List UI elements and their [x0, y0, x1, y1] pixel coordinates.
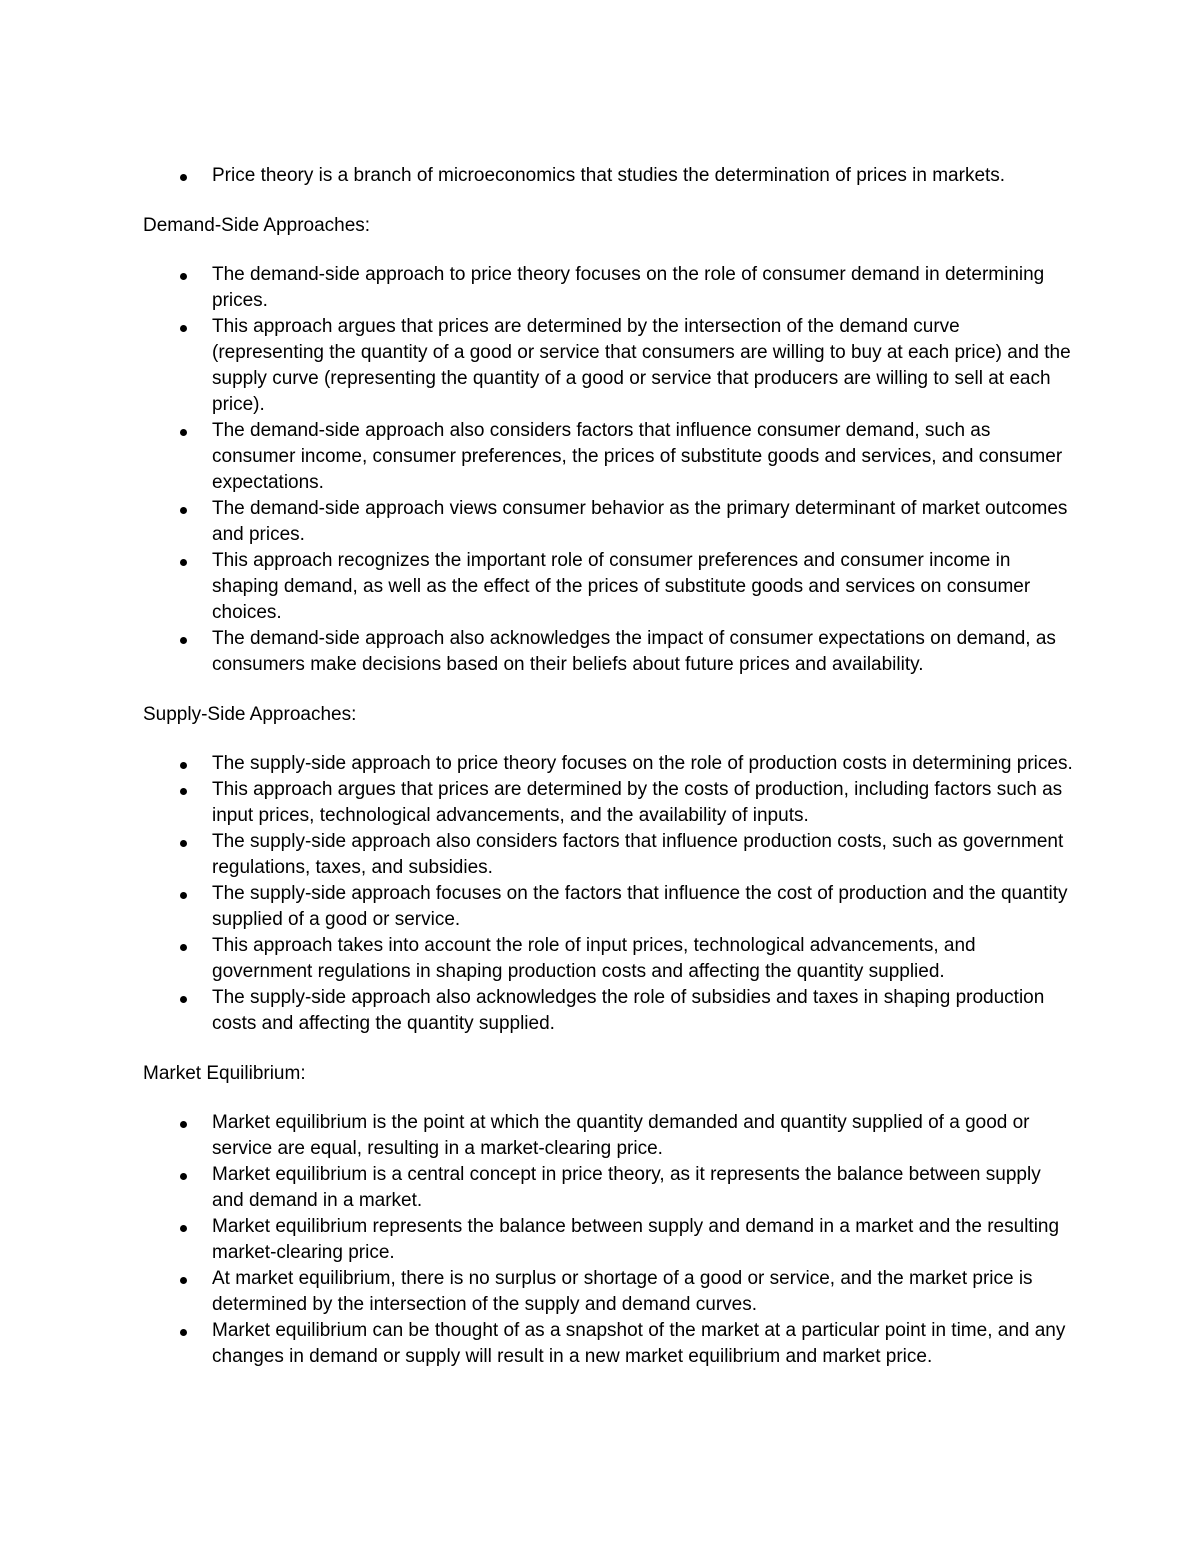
supply-heading: Supply-Side Approaches:: [143, 704, 357, 725]
list-item: [143, 933, 1073, 985]
list-item: [143, 496, 1073, 548]
list-item-text: This approach takes into account the role of input prices, technological advancements, and government regulations in shaping production costs and affecting the quantity supplied.: [212, 935, 976, 982]
list-item: [143, 1110, 1073, 1162]
list-item-text: The demand-side approach also acknowledges the impact of consumer expectations on demand, as consumers make decisions based on their beliefs about future prices and availability.: [212, 628, 1056, 675]
supply-section: [143, 702, 1073, 1037]
list-item: [143, 548, 1073, 626]
list-item-text: Market equilibrium represents the balance between supply and demand in a market and the resulting market-clearing price.: [212, 1216, 1060, 1263]
list-item: [143, 418, 1073, 496]
bullet-icon: [180, 996, 187, 1003]
list-item-text: This approach argues that prices are determined by the costs of production, including factors such as input prices, technological advancements, and the availability of inputs.: [212, 779, 1063, 826]
bullet-icon: [180, 1225, 187, 1232]
bullet-icon: [180, 507, 187, 514]
list-item: [143, 881, 1073, 933]
list-item: [143, 829, 1073, 881]
bullet-icon: [180, 762, 187, 769]
bullet-icon: [180, 892, 187, 899]
bullet-icon: [180, 637, 187, 644]
supply-list: [143, 751, 1073, 1037]
list-item: [143, 163, 1073, 189]
demand-section: [143, 213, 1073, 678]
list-item: [143, 1214, 1073, 1266]
equilibrium-section: [143, 1061, 1073, 1370]
document-page: [143, 163, 1073, 1394]
list-item-text: The supply-side approach also acknowledges the role of subsidies and taxes in shaping production costs and affecting the quantity supplied.: [212, 987, 1045, 1034]
bullet-icon: [180, 325, 187, 332]
list-item-text: The supply-side approach also considers factors that influence production costs, such as government regulations, taxes, and subsidies.: [212, 831, 1064, 878]
list-item-text: The demand-side approach to price theory focuses on the role of consumer demand in determining prices.: [212, 264, 1045, 311]
list-item-text: This approach argues that prices are determined by the intersection of the demand curve (representing the quantity of a good or service that consumers are willing to buy at each price) and the supply curve (representing the quantity of a good or service that producers are willing to sell at each price).: [212, 316, 1071, 415]
bullet-icon: [180, 1121, 187, 1128]
list-item-text: Market equilibrium can be thought of as a snapshot of the market at a particular point in time, and any changes in demand or supply will result in a new market equilibrium and market price.: [212, 1320, 1066, 1367]
list-item-text: At market equilibrium, there is no surplus or shortage of a good or service, and the market price is determined by the intersection of the supply and demand curves.: [212, 1268, 1033, 1315]
list-item: [143, 1266, 1073, 1318]
list-item-text: Price theory is a branch of microeconomics that studies the determination of prices in markets.: [212, 165, 1006, 186]
equilibrium-list: [143, 1110, 1073, 1370]
list-item: [143, 626, 1073, 678]
demand-heading: Demand-Side Approaches:: [143, 215, 371, 236]
bullet-icon: [180, 1277, 187, 1284]
list-item: [143, 751, 1073, 777]
bullet-icon: [180, 559, 187, 566]
bullet-icon: [180, 788, 187, 795]
bullet-icon: [180, 840, 187, 847]
list-item: [143, 314, 1073, 418]
bullet-icon: [180, 273, 187, 280]
bullet-icon: [180, 429, 187, 436]
list-item-text: This approach recognizes the important role of consumer preferences and consumer income in shaping demand, as well as the effect of the prices of substitute goods and services on consumer choices.: [212, 550, 1031, 623]
bullet-icon: [180, 1329, 187, 1336]
list-item-text: The supply-side approach focuses on the factors that influence the cost of production and the quantity supplied of a good or service.: [212, 883, 1068, 930]
list-item-text: The demand-side approach views consumer behavior as the primary determinant of market outcomes and prices.: [212, 498, 1068, 545]
list-item-text: Market equilibrium is a central concept in price theory, as it represents the balance between supply and demand in a market.: [212, 1164, 1041, 1211]
list-item-text: The demand-side approach also considers factors that influence consumer demand, such as consumer income, consumer preferences, the prices of substitute goods and services, and consumer expectations.: [212, 420, 1063, 493]
list-item: [143, 777, 1073, 829]
intro-list: [143, 163, 1073, 189]
list-item-text: Market equilibrium is the point at which the quantity demanded and quantity supplied of a good or service are equal, resulting in a market-clearing price.: [212, 1112, 1030, 1159]
bullet-icon: [180, 1173, 187, 1180]
list-item: [143, 985, 1073, 1037]
equilibrium-heading: Market Equilibrium:: [143, 1063, 306, 1084]
list-item: [143, 1318, 1073, 1370]
bullet-icon: [180, 174, 187, 181]
list-item: [143, 262, 1073, 314]
demand-list: [143, 262, 1073, 678]
list-item: [143, 1162, 1073, 1214]
bullet-icon: [180, 944, 187, 951]
list-item-text: The supply-side approach to price theory focuses on the role of production costs in determining prices.: [212, 753, 1073, 774]
